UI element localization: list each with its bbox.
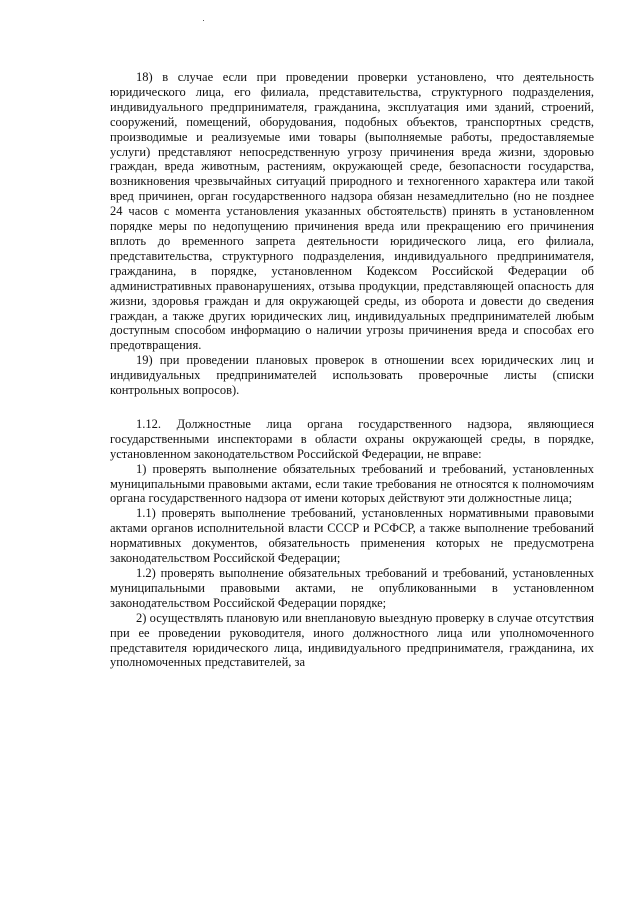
scan-speck [203, 20, 204, 21]
paragraph-1-1: 1.1) проверять выполнение требований, установленных нормативными правовыми актами органов исполнительной власти СССР и РСФСР, а также выполнение требований нормативных документов, обязательность применения которых не предусмотрена законодательством Российской Федерации; [110, 506, 594, 566]
paragraph-gap [110, 398, 594, 417]
paragraph-18: 18) в случае если при проведении проверки установлено, что деятельность юридического лица, его филиала, представительства, структурного подразделения, индивидуального предпринимателя, гражданина, эксплуатация ими зданий, строений, сооружений, помещений, оборудования, подобных объектов, транспортных средств, производимые и реализуемые ими товары (выполняемые работы, предоставляемые услуги) представляют непосредственную угрозу причинения вреда жизни, здоровью граждан, вреда животным, растениям, окружающей среде, безопасности государства, возникновения чрезвычайных ситуаций природного и техногенного характера или такой вред причинен, орган государственного надзора обязан незамедлительно (но не позднее 24 часов с момента установления указанных обстоятельств) принять в установленном порядке меры по недопущению причинения вреда или прекращению его причинения вплоть до временного запрета деятельности юридического лица, его филиала, представительства, структурного подразделения, индивидуального предпринимателя, гражданина, в порядке, установленном Кодексом Российской Федерации об административных правонарушениях, отзыва продукции, представляющей опасность для жизни, здоровья граждан и для окружающей среды, из оборота и довести до сведения граждан, а также других юридических лиц, индивидуальных предпринимателей любым доступным способом информацию о наличии угрозы причинения вреда и способах его предотвращения. [110, 70, 594, 353]
paragraph-1-2: 1.2) проверять выполнение обязательных требований и требований, установленных муниципальными правовыми актами, не опубликованными в установленном законодательством Российской Федерации порядке; [110, 566, 594, 610]
paragraph-1: 1) проверять выполнение обязательных требований и требований, установленных муниципальными правовыми актами, если такие требования не относятся к полномочиям органа государственного надзора от имени которых действуют эти должностные лица; [110, 461, 594, 506]
paragraph-19: 19) при проведении плановых проверок в отношении всех юридических лиц и индивидуальных предпринимателей использовать проверочные листы (списки контрольных вопросов). [110, 353, 594, 398]
paragraph-1-12: 1.12. Должностные лица органа государственного надзора, являющиеся государственными инспекторами в области охраны окружающей среды, в порядке, установленном законодательством Российской Федерации, не вправе: [110, 416, 594, 461]
document-body [110, 70, 594, 670]
paragraph-2: 2) осуществлять плановую или внеплановую выездную проверку в случае отсутствия при ее проведении руководителя, иного должностного лица или уполномоченного представителя юридического лица, индивидуального предпринимателя, гражданина, их уполномоченных представителей, за [110, 610, 594, 670]
